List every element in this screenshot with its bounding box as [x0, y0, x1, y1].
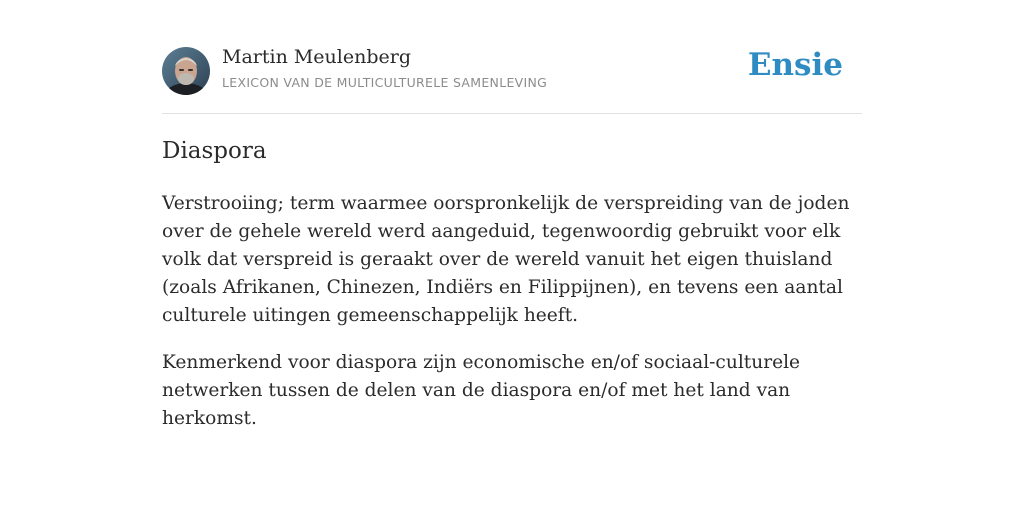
page-container — [162, 0, 862, 429]
avatar[interactable] — [162, 47, 210, 95]
article-body — [162, 190, 862, 452]
article-paragraph: Kenmerkend voor diaspora zijn economische en/of sociaal-culturele netwerken tussen de delen van de diaspora en/of met het land van herkomst. — [162, 352, 801, 429]
article-paragraph: Verstrooiing; term waarmee oorspronkelijk de verspreiding van de joden over de gehele wereld werd aangeduid, tegenwoordig gebruikt voor elk volk dat verspreid is geraakt over de wereld vanuit het eigen thuisland (zoals Afrikanen, Chinezen, Indiërs en Filippijnen), en tevens een aantal culturele uitingen gemeenschappelijk heeft. — [162, 193, 850, 326]
author-photo-icon — [162, 47, 210, 95]
header — [162, 0, 862, 114]
article-title: Diaspora — [162, 138, 267, 164]
ensie-logo[interactable]: Ensie — [747, 47, 843, 83]
author-name[interactable]: Martin Meulenberg — [222, 46, 411, 68]
lexicon-name[interactable]: LEXICON VAN DE MULTICULTURELE SAMENLEVING — [222, 75, 548, 90]
